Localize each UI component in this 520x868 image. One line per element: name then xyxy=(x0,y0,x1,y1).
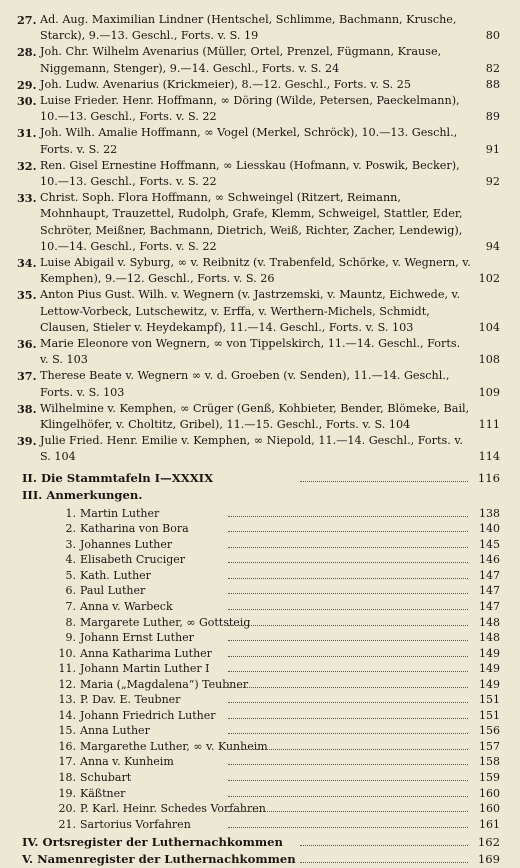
note-text: Sartorius Vorfahren xyxy=(80,817,191,831)
entry-text: Joh. Chr. Wilhelm Avenarius (Müller, Ortel, Prenzel, Fügmann, Krause, Niggemann, Stenger), 9.—14. Geschl., Forts. v. S. 24 xyxy=(40,45,442,75)
list-item xyxy=(0,817,520,833)
entry-number: 33. xyxy=(17,191,37,206)
list-item xyxy=(0,336,520,368)
note-number: 3. xyxy=(65,537,76,551)
entry-page: 108 xyxy=(478,353,500,367)
section-number: IV. xyxy=(22,835,39,850)
note-number: 4. xyxy=(65,553,76,567)
note-text: Johann Ernst Luther xyxy=(80,631,194,645)
list-item xyxy=(0,661,520,677)
note-page: 145 xyxy=(479,537,500,551)
note-page: 151 xyxy=(479,708,500,722)
section-title: Anmerkungen. xyxy=(46,487,143,502)
note-text: Paul Luther xyxy=(80,584,146,598)
entry-text: Luise Frieder. Henr. Hoffmann, ∞ Döring (Wilde, Petersen, Paeckelmann), 10.—13. Geschl., Forts. v. S. 22 xyxy=(40,94,460,124)
list-item xyxy=(0,158,520,190)
note-number: 21. xyxy=(58,817,76,831)
entry-number: 36. xyxy=(17,337,37,352)
list-item xyxy=(0,255,520,287)
section-number: V. xyxy=(22,852,34,867)
note-number: 6. xyxy=(65,584,76,598)
dot-leader xyxy=(228,640,468,641)
note-text: Anna v. Kunheim xyxy=(80,755,174,769)
dot-leader xyxy=(228,749,468,750)
section-heading xyxy=(0,470,520,487)
entry-number: 32. xyxy=(17,158,37,173)
entry-page: 80 xyxy=(485,29,500,43)
note-number: 20. xyxy=(58,802,76,816)
list-item xyxy=(0,433,520,465)
dot-leader xyxy=(228,733,468,734)
list-item xyxy=(0,93,520,125)
dot-leader xyxy=(228,702,468,703)
dot-leader xyxy=(300,481,468,482)
dot-leader xyxy=(228,671,468,672)
list-item xyxy=(0,506,520,522)
note-page: 160 xyxy=(479,786,500,800)
note-text: Johann Martin Luther I xyxy=(80,662,210,676)
note-text: Margarete Luther, ∞ Gottsteig xyxy=(80,615,251,629)
note-text: Johannes Luther xyxy=(80,537,173,551)
entry-text: Anton Pius Gust. Wilh. v. Wegnern (v. Jastrzemski, v. Mauntz, Eichwede, v. Lettow-Vorbeck, Lutschewitz, v. Erffa, v. Werthern-Michels, Schmidt, Clausen, Stieler v. Heydekampf), 11.—14. Geschl., Forts. v. S. 103 xyxy=(40,288,461,334)
dot-leader xyxy=(228,796,468,797)
note-text: Margarethe Luther, ∞ v. Kunheim xyxy=(80,739,268,753)
list-item xyxy=(0,599,520,615)
entry-page: 82 xyxy=(485,61,500,75)
dot-leader xyxy=(228,656,468,657)
list-item xyxy=(0,12,520,44)
note-text: Anna v. Warbeck xyxy=(80,599,173,613)
section-number: III. xyxy=(22,487,43,502)
entry-number: 28. xyxy=(17,45,37,60)
note-text: Kath. Luther xyxy=(80,568,151,582)
note-number: 9. xyxy=(65,631,76,645)
list-item xyxy=(0,401,520,433)
entry-number: 35. xyxy=(17,288,37,303)
note-page: 147 xyxy=(479,568,500,582)
list-item xyxy=(0,708,520,724)
entry-text: Ren. Gisel Ernestine Hoffmann, ∞ Liesskau (Hofmann, v. Poswik, Becker), 10.—13. Geschl., Forts. v. S. 22 xyxy=(40,158,460,189)
note-number: 18. xyxy=(58,770,76,784)
entry-page: 102 xyxy=(478,272,500,286)
list-item xyxy=(0,801,520,817)
note-text: Elisabeth Cruciger xyxy=(80,553,186,567)
entry-list xyxy=(0,12,520,868)
list-item xyxy=(0,692,520,708)
entry-number: 34. xyxy=(17,256,37,271)
dot-leader xyxy=(228,764,468,765)
entry-text: Marie Eleonore von Wegnern, ∞ von Tippelskirch, 11.—14. Geschl., Forts. v. S. 103 xyxy=(40,337,461,367)
entry-number: 39. xyxy=(17,434,37,449)
list-item xyxy=(0,287,520,336)
dot-leader xyxy=(228,547,468,548)
note-text: Katharina von Bora xyxy=(80,522,189,536)
list-item xyxy=(0,125,520,157)
note-number: 12. xyxy=(58,677,76,691)
note-number: 7. xyxy=(65,599,76,613)
list-item xyxy=(0,770,520,786)
note-page: 161 xyxy=(479,817,500,831)
list-item xyxy=(0,537,520,553)
dot-leader xyxy=(228,531,468,532)
note-number: 14. xyxy=(58,708,76,722)
note-page: 138 xyxy=(479,506,500,520)
entry-page: 111 xyxy=(478,418,500,432)
list-item xyxy=(0,190,520,255)
entry-number: 31. xyxy=(17,126,37,141)
dot-leader xyxy=(228,516,468,517)
note-page: 149 xyxy=(479,677,500,691)
dot-leader xyxy=(228,718,468,719)
list-item xyxy=(0,44,520,76)
dot-leader xyxy=(228,609,468,610)
entry-text: Therese Beate v. Wegnern ∞ v. d. Groeben (v. Senden), 11.—14. Geschl., Forts. v. S. 103 xyxy=(40,369,450,399)
section-page: 162 xyxy=(477,835,500,850)
dot-leader xyxy=(228,593,468,594)
entry-page: 104 xyxy=(478,320,500,334)
dot-leader xyxy=(228,811,468,812)
entry-page: 88 xyxy=(485,77,500,91)
note-number: 15. xyxy=(58,724,76,738)
entry-page: 114 xyxy=(478,450,500,464)
note-text: Anna Katharima Luther xyxy=(80,646,212,660)
entry-text: Wilhelmine v. Kemphen, ∞ Crüger (Genß, Kohbieter, Bender, Blömeke, Bail, Klingelhöfer, v. Choltitz, Gribel), 11.—15. Geschl., Forts. v. S. 104 xyxy=(40,401,470,432)
note-page: 140 xyxy=(479,522,500,536)
section-title: Ortsregister der Luthernachkommen xyxy=(42,835,283,850)
entry-page: 94 xyxy=(485,239,500,253)
section-heading xyxy=(0,834,520,851)
note-text: P. Karl. Heinr. Schedes Vorfahren xyxy=(80,802,266,816)
dot-leader xyxy=(228,578,468,579)
entry-number: 27. xyxy=(17,13,37,27)
entry-page: 89 xyxy=(485,110,500,124)
note-number: 10. xyxy=(58,646,76,660)
section-page: 169 xyxy=(477,852,500,867)
dot-leader xyxy=(228,827,468,828)
note-number: 16. xyxy=(58,739,76,753)
dot-leader xyxy=(228,780,468,781)
entry-page: 109 xyxy=(478,385,500,399)
note-number: 17. xyxy=(58,755,76,769)
entry-text: Julie Fried. Henr. Emilie v. Kemphen, ∞ Niepold, 11.—14. Geschl., Forts. v. S. 104 xyxy=(40,434,463,464)
note-page: 149 xyxy=(479,646,500,660)
note-text: Johann Friedrich Luther xyxy=(80,708,216,722)
entry-text: Christ. Soph. Flora Hoffmann, ∞ Schweingel (Ritzert, Reimann, Mohnhaupt, Trauzettel, Rudolph, Grafe, Klemm, Schweigel, Stattler, Eder, Schröter, Meißner, Bachmann, Dietrich, Weiß, Richter, Zacher, Lendewig), 10.—14. Geschl., Forts. v. S. 22 xyxy=(40,191,463,253)
list-item xyxy=(0,368,520,400)
note-number: 13. xyxy=(58,693,76,707)
dot-leader xyxy=(228,687,468,688)
note-text: Käßtner xyxy=(80,786,126,800)
note-number: 2. xyxy=(65,522,76,536)
note-page: 147 xyxy=(479,584,500,598)
list-item xyxy=(0,754,520,770)
note-number: 1. xyxy=(65,506,76,520)
note-page: 147 xyxy=(479,599,500,613)
section-title: Die Stammtafeln I—XXXIX xyxy=(40,470,214,485)
list-item xyxy=(0,583,520,599)
entry-page: 92 xyxy=(485,175,500,189)
entry-number: 38. xyxy=(17,401,37,416)
note-page: 157 xyxy=(479,739,500,753)
section-number: II. xyxy=(22,470,37,485)
note-text: Maria („Magdalena“) Teubner xyxy=(80,677,249,691)
list-item xyxy=(0,646,520,662)
section-heading xyxy=(0,851,520,868)
entry-text: Ad. Aug. Maximilian Lindner (Hentschel, Schlimme, Bachmann, Krusche, Starck), 9.—13. Geschl., Forts. v. S. 19 xyxy=(40,13,457,43)
entry-text: Joh. Wilh. Amalie Hoffmann, ∞ Vogel (Merkel, Schröck), 10.—13. Geschl., Forts. v. S. 22 xyxy=(40,126,458,156)
list-item xyxy=(0,677,520,693)
list-item xyxy=(0,77,520,93)
entry-text: Luise Abigail v. Syburg, ∞ v. Reibnitz (v. Trabenfeld, Schörke, v. Wegnern, v. Kemphen), 9.—12. Geschl., Forts. v. S. 26 xyxy=(40,256,471,286)
entry-number: 37. xyxy=(17,369,37,384)
note-page: 148 xyxy=(479,631,500,645)
note-page: 148 xyxy=(479,615,500,629)
note-page: 149 xyxy=(479,662,500,676)
note-number: 19. xyxy=(58,786,76,800)
section-title: Namenregister der Luthernachkommen xyxy=(37,852,296,867)
entry-number: 30. xyxy=(17,94,37,109)
list-item xyxy=(0,786,520,802)
list-item xyxy=(0,568,520,584)
note-page: 158 xyxy=(479,755,500,769)
list-item xyxy=(0,552,520,568)
dot-leader xyxy=(300,845,468,846)
list-item xyxy=(0,615,520,631)
list-item xyxy=(0,723,520,739)
note-text: P. Dav. E. Teubner xyxy=(80,693,181,707)
note-page: 146 xyxy=(479,553,500,567)
note-text: Schubart xyxy=(80,770,132,784)
list-item xyxy=(0,630,520,646)
note-page: 159 xyxy=(479,770,500,784)
note-page: 160 xyxy=(479,802,500,816)
note-page: 156 xyxy=(479,724,500,738)
note-page: 151 xyxy=(479,693,500,707)
note-number: 5. xyxy=(65,568,76,582)
list-item xyxy=(0,521,520,537)
list-item xyxy=(0,739,520,755)
dot-leader xyxy=(300,862,468,863)
entry-text: Joh. Ludw. Avenarius (Krickmeier), 8.—12. Geschl., Forts. v. S. 25 xyxy=(40,77,412,91)
section-page: 116 xyxy=(477,470,500,485)
note-number: 8. xyxy=(65,615,76,629)
note-text: Martin Luther xyxy=(80,506,160,520)
dot-leader xyxy=(228,562,468,563)
entry-number: 29. xyxy=(17,77,37,92)
entry-page: 91 xyxy=(485,142,500,156)
note-number: 11. xyxy=(58,662,76,676)
dot-leader xyxy=(228,625,468,626)
section-heading xyxy=(0,487,520,504)
note-text: Anna Luther xyxy=(80,724,150,738)
